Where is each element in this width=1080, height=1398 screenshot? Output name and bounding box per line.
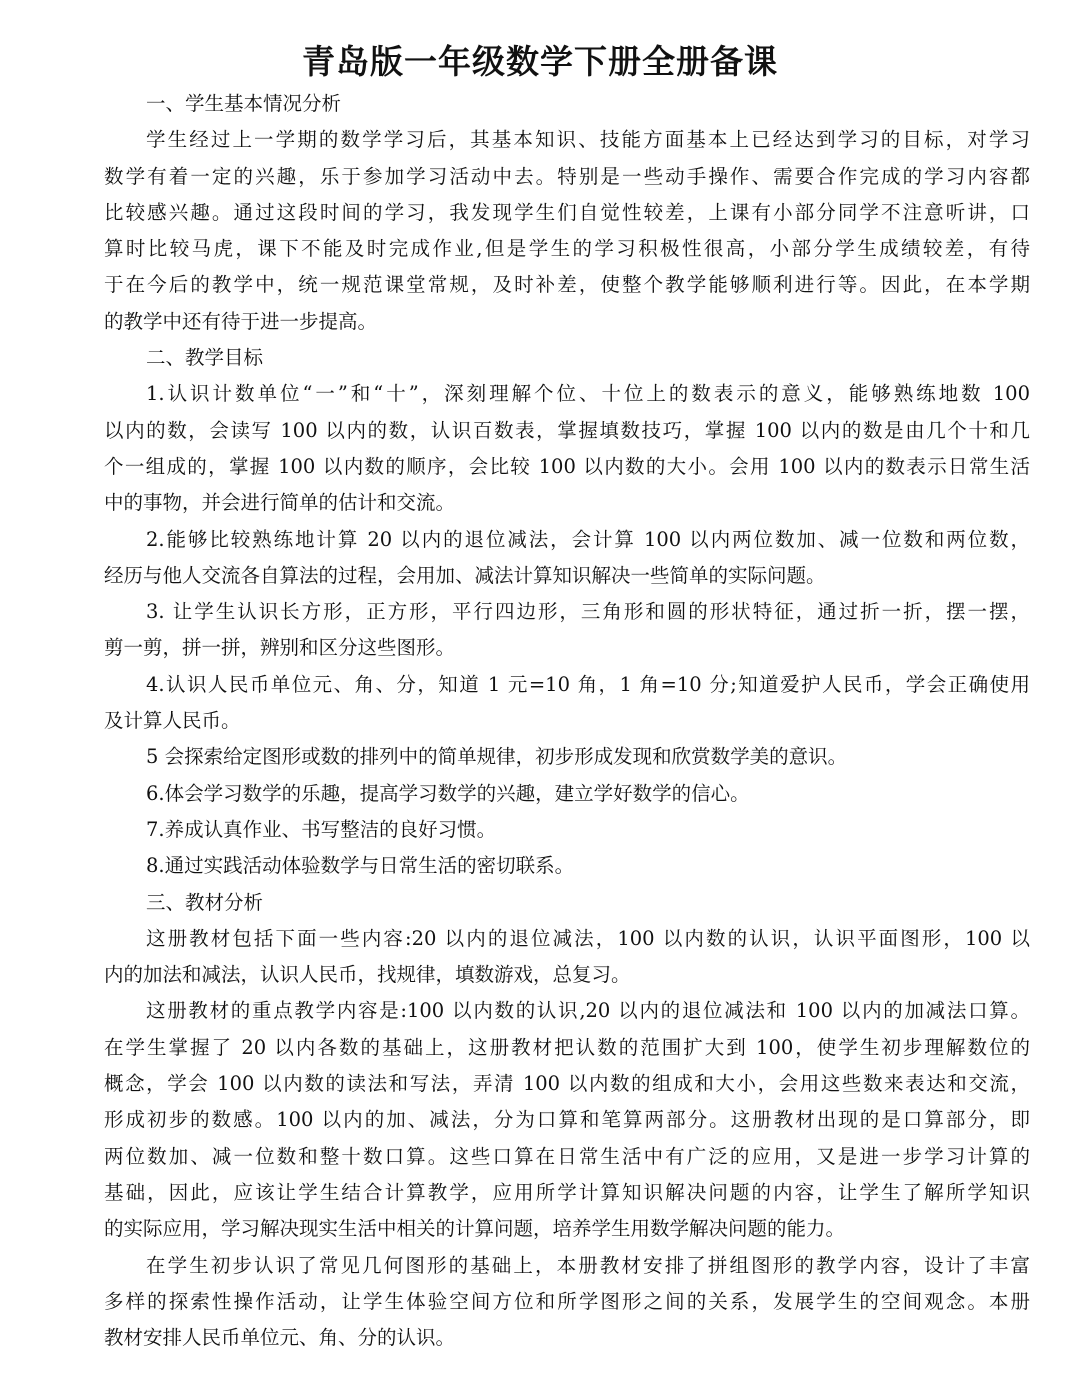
text-line: 个一组成的，掌握 100 以内数的顺序，会比较 100 以内数的大小。会用 100 以内的数表示日常生活 [104,454,1030,478]
goal-item-7 [104,812,1030,848]
text-line: 两位数加、减一位数和整十数口算。这些口算在日常生活中有广泛的应用，又是进一步学习计算的 [104,1144,1030,1168]
text-line: 的教学中还有待于进一步提高。 [104,309,378,333]
text-line: 3. 让学生认识长方形，正方形，平行四边形，三角形和圆的形状特征，通过折一折，摆一摆， [146,600,1030,624]
text-line: 多样的探索性操作活动，让学生体验空间方位和所学图形之间的关系，发展学生的空间观念。本册 [104,1289,1030,1313]
document-body [104,86,1030,1356]
text-line: 在学生初步认识了常见几何图形的基础上，本册教材安排了拼组图形的教学内容，设计了丰富 [146,1253,1030,1277]
paragraph-textbook-focus [104,993,1030,1247]
paragraph-textbook-geometry [104,1248,1030,1357]
text-line: 内的加法和减法，认识人民币，找规律，填数游戏，总复习。 [104,963,631,987]
text-line: 以内的数，会读写 100 以内的数，认识百数表，掌握填数技巧，掌握 100 以内的数是由几个十和几 [104,418,1030,442]
text-line: 于在今后的教学中，统一规范课堂常规，及时补差，使整个教学能够顺利进行等。因此，在本学期 [104,273,1030,297]
text-line: 教材安排人民币单位元、角、分的认识。 [104,1326,456,1350]
text-line: 这册教材包括下面一些内容:20 以内的退位减法，100 以内数的认识，认识平面图形，100 以 [146,926,1030,950]
section-heading-student-analysis: 一、学生基本情况分析 [146,92,342,115]
paragraph-student-analysis [104,122,1030,340]
text-line: 算时比较马虎，课下不能及时完成作业,但是学生的学习积极性很高，小部分学生成绩较差，有待 [104,237,1030,261]
text-line: 1.认识计数单位“一”和“十”，深刻理解个位、十位上的数表示的意义，能够熟练地数 100 [146,382,1030,406]
text-line: 基础，因此，应该让学生结合计算教学，应用所学计算知识解决问题的内容，让学生了解所学知识 [104,1180,1030,1204]
text-line: 学生经过上一学期的数学学习后，其基本知识、技能方面基本上已经达到学习的目标，对学习 [146,128,1030,152]
text-line: 经历与他人交流各自算法的过程，会用加、减法计算知识解决一些简单的实际问题。 [104,563,826,587]
text-line: 6.体会学习数学的乐趣，提高学习数学的兴趣，建立学好数学的信心。 [146,781,750,805]
text-line: 及计算人民币。 [104,709,241,733]
text-line: 在学生掌握了 20 以内各数的基础上，这册教材把认数的范围扩大到 100，使学生初步理解数位的 [104,1035,1030,1059]
paragraph-textbook-contents [104,921,1030,994]
goal-item-5 [104,739,1030,775]
text-line: 8.通过实践活动体验数学与日常生活的密切联系。 [146,854,575,878]
text-line: 的实际应用，学习解决现实生活中相关的计算问题，培养学生用数学解决问题的能力。 [104,1217,846,1241]
goal-item-6 [104,776,1030,812]
goal-item-8 [104,848,1030,884]
text-line: 数学有着一定的兴趣，乐于参加学习活动中去。特别是一些动手操作、需要合作完成的学习内容都 [104,164,1030,188]
text-line: 5 会探索给定图形或数的排列中的简单规律，初步形成发现和欣赏数学美的意识。 [146,745,848,769]
text-line: 2.能够比较熟练地计算 20 以内的退位减法，会计算 100 以内两位数加、减一位数和两位数， [146,527,1030,551]
section-heading-textbook-analysis: 三、教材分析 [146,890,264,914]
goal-item-3 [104,594,1030,667]
text-line: 剪一剪，拼一拼，辨别和区分这些图形。 [104,636,456,660]
text-line: 7.养成认真作业、书写整洁的良好习惯。 [146,817,497,841]
section-heading-teaching-goals: 二、教学目标 [146,346,264,370]
goal-item-2 [104,522,1030,595]
goal-item-1 [104,376,1030,521]
page-title: 青岛版一年级数学下册全册备课 [302,42,778,81]
text-line: 比较感兴趣。通过这段时间的学习，我发现学生们自觉性较差，上课有小部分同学不注意听讲，口 [104,200,1030,224]
text-line: 形成初步的数感。100 以内的加、减法，分为口算和笔算两部分。这册教材出现的是口算部分，即 [104,1108,1030,1132]
text-line: 概念，学会 100 以内数的读法和写法，弄清 100 以内数的组成和大小，会用这些数来表达和交流， [104,1072,1030,1096]
text-line: 4.认识人民币单位元、角、分，知道 1 元=10 角，1 角=10 分;知道爱护人民币，学会正确使用 [146,672,1030,696]
goal-item-4 [104,667,1030,740]
text-line: 中的事物，并会进行简单的估计和交流。 [104,491,456,515]
text-line: 这册教材的重点教学内容是:100 以内数的认识,20 以内的退位减法和 100 以内的加减法口算。 [146,999,1030,1023]
